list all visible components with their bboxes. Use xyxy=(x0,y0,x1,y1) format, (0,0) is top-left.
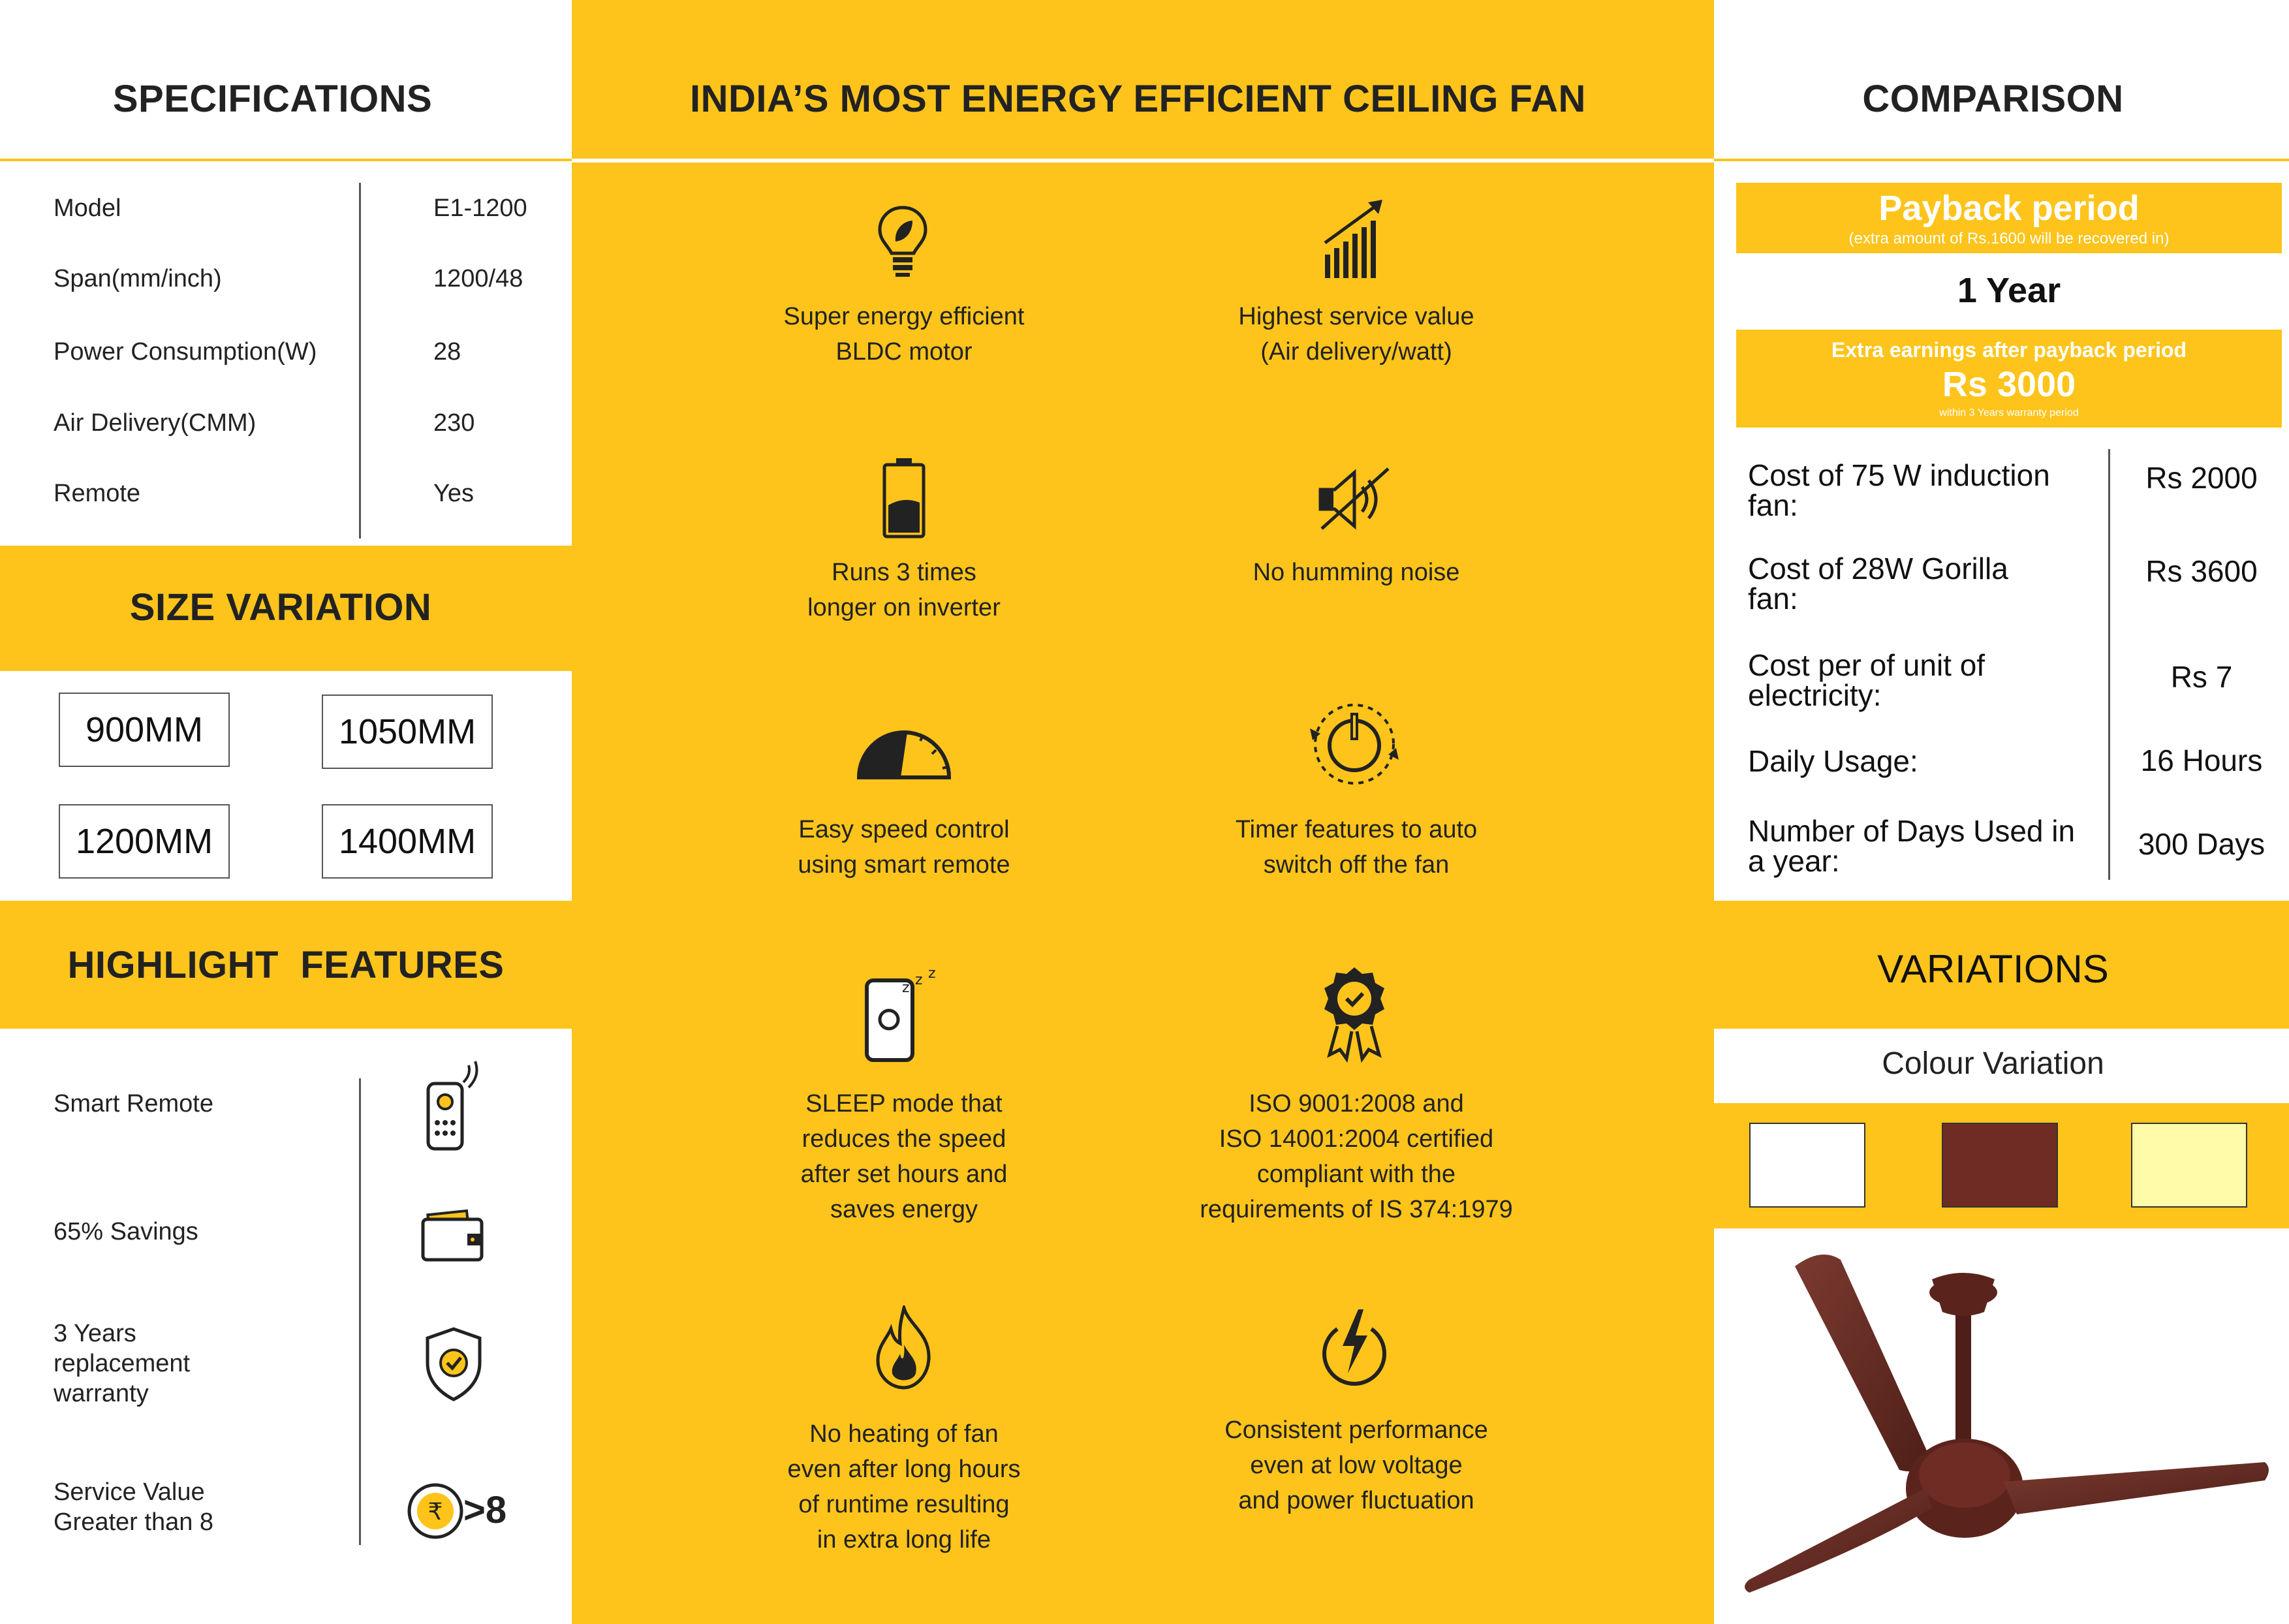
spec-value: 230 xyxy=(433,409,475,437)
spec-value: 1200/48 xyxy=(433,265,523,292)
mute-speaker-icon xyxy=(1315,463,1394,535)
size-option-1400[interactable]: 1400MM xyxy=(322,804,493,879)
colour-swatch-white[interactable] xyxy=(1749,1123,1865,1208)
certified-badge-icon xyxy=(1315,963,1394,1068)
size-option-900[interactable]: 900MM xyxy=(59,693,230,767)
spec-label: Power Consumption(W) xyxy=(54,338,317,366)
bar-growth-icon xyxy=(1318,196,1390,281)
comparison-label: Daily Usage: xyxy=(1748,744,1918,778)
payback-value: 1 Year xyxy=(1957,271,2061,310)
comparison-title: COMPARISON xyxy=(1862,78,2124,120)
size-option-1200[interactable]: 1200MM xyxy=(59,804,230,879)
specifications-title: SPECIFICATIONS xyxy=(112,78,433,120)
fire-icon xyxy=(871,1305,937,1390)
colour-variation-label: Colour Variation xyxy=(1882,1046,2104,1081)
highlight-features-title: HIGHLIGHT FEATURES xyxy=(67,944,505,986)
comparison-value: Rs 7 xyxy=(2170,660,2233,694)
spec-value: Yes xyxy=(433,480,474,507)
comparison-value: Rs 2000 xyxy=(2145,461,2258,495)
feature-text: ISO 9001:2008 and ISO 14001:2004 certified compliant with the requirements of IS 374:1979 xyxy=(1200,1090,1513,1223)
divider xyxy=(0,159,572,161)
service-value-badge: >8 xyxy=(463,1489,507,1531)
battery-icon xyxy=(878,456,930,540)
earnings-title: Extra earnings after payback period xyxy=(1831,338,2187,362)
feature-text: SLEEP mode that reduces the speed after set hours and saves energy xyxy=(800,1090,1008,1223)
feature-text: No heating of fan even after long hours of runtime resulting in extra long life xyxy=(787,1420,1021,1554)
divider xyxy=(359,183,361,539)
divider xyxy=(359,1078,361,1545)
comparison-label: Number of Days Used in a year: xyxy=(1748,814,2076,878)
highlight-label: Smart Remote xyxy=(54,1090,213,1117)
comparison-value: Rs 3600 xyxy=(2145,554,2258,588)
speedometer-icon xyxy=(855,721,953,780)
svg-text:z: z xyxy=(928,966,936,982)
highlight-label: 65% Savings xyxy=(54,1218,198,1245)
svg-text:₹: ₹ xyxy=(428,1499,443,1525)
comparison-value: 16 Hours xyxy=(2140,743,2263,777)
shield-check-icon xyxy=(421,1325,486,1403)
colour-swatch-brown[interactable] xyxy=(1942,1123,2058,1208)
payback-title: Payback period xyxy=(1878,189,2140,228)
feature-text: Runs 3 times longer on inverter xyxy=(807,559,1001,621)
spec-label: Model xyxy=(54,195,121,222)
feature-text: No humming noise xyxy=(1253,559,1460,586)
earnings-value: Rs 3000 xyxy=(1942,365,2076,404)
divider xyxy=(572,159,1714,163)
feature-text: Consistent performance even at low voltage and power fluctuation xyxy=(1224,1416,1488,1514)
variations-title: VARIATIONS xyxy=(1877,947,2109,991)
spec-label: Span(mm/inch) xyxy=(54,265,222,292)
comparison-label: Cost of 75 W induction fan: xyxy=(1748,458,2050,522)
ceiling-fan-image xyxy=(1736,1240,2278,1606)
highlight-label: Service Value Greater than 8 xyxy=(54,1478,214,1536)
divider xyxy=(1714,159,2289,161)
highlight-label: 3 Years replacement warranty xyxy=(54,1320,191,1407)
feature-text: Super energy efficient BLDC motor xyxy=(783,303,1025,366)
spec-value: 28 xyxy=(433,338,461,366)
leaf-bulb-icon xyxy=(873,202,932,281)
earnings-subtitle: within 3 Years warranty period xyxy=(1939,407,2079,418)
svg-text:z: z xyxy=(915,972,923,988)
remote-icon xyxy=(418,1057,490,1155)
sleep-phone-icon xyxy=(862,966,946,1064)
comparison-label: Cost per of unit of electricity: xyxy=(1748,648,1985,712)
payback-subtitle: (extra amount of Rs.1600 will be recovered in) xyxy=(1848,230,2170,247)
colour-swatch-cream[interactable] xyxy=(2131,1123,2247,1208)
feature-text: Highest service value (Air delivery/watt) xyxy=(1238,303,1474,366)
feature-text: Timer features to auto switch off the fan xyxy=(1235,816,1478,879)
divider xyxy=(2108,449,2110,880)
svg-text:z: z xyxy=(902,980,910,996)
power-bolt-icon xyxy=(1315,1305,1394,1390)
center-title: INDIA’S MOST ENERGY EFFICIENT CEILING FAN xyxy=(690,78,1586,120)
comparison-value: 300 Days xyxy=(2138,827,2266,861)
feature-text: Easy speed control using smart remote xyxy=(798,816,1010,879)
comparison-label: Cost of 28W Gorilla fan: xyxy=(1748,552,2008,616)
spec-label: Air Delivery(CMM) xyxy=(54,409,257,437)
wallet-icon xyxy=(418,1201,490,1266)
size-option-1050[interactable]: 1050MM xyxy=(322,695,493,769)
rupee-coin-icon xyxy=(406,1482,465,1540)
spec-label: Remote xyxy=(54,480,141,507)
timer-power-icon xyxy=(1309,698,1400,790)
spec-value: E1-1200 xyxy=(433,195,527,222)
size-variation-title: SIZE VARIATION xyxy=(129,586,432,629)
